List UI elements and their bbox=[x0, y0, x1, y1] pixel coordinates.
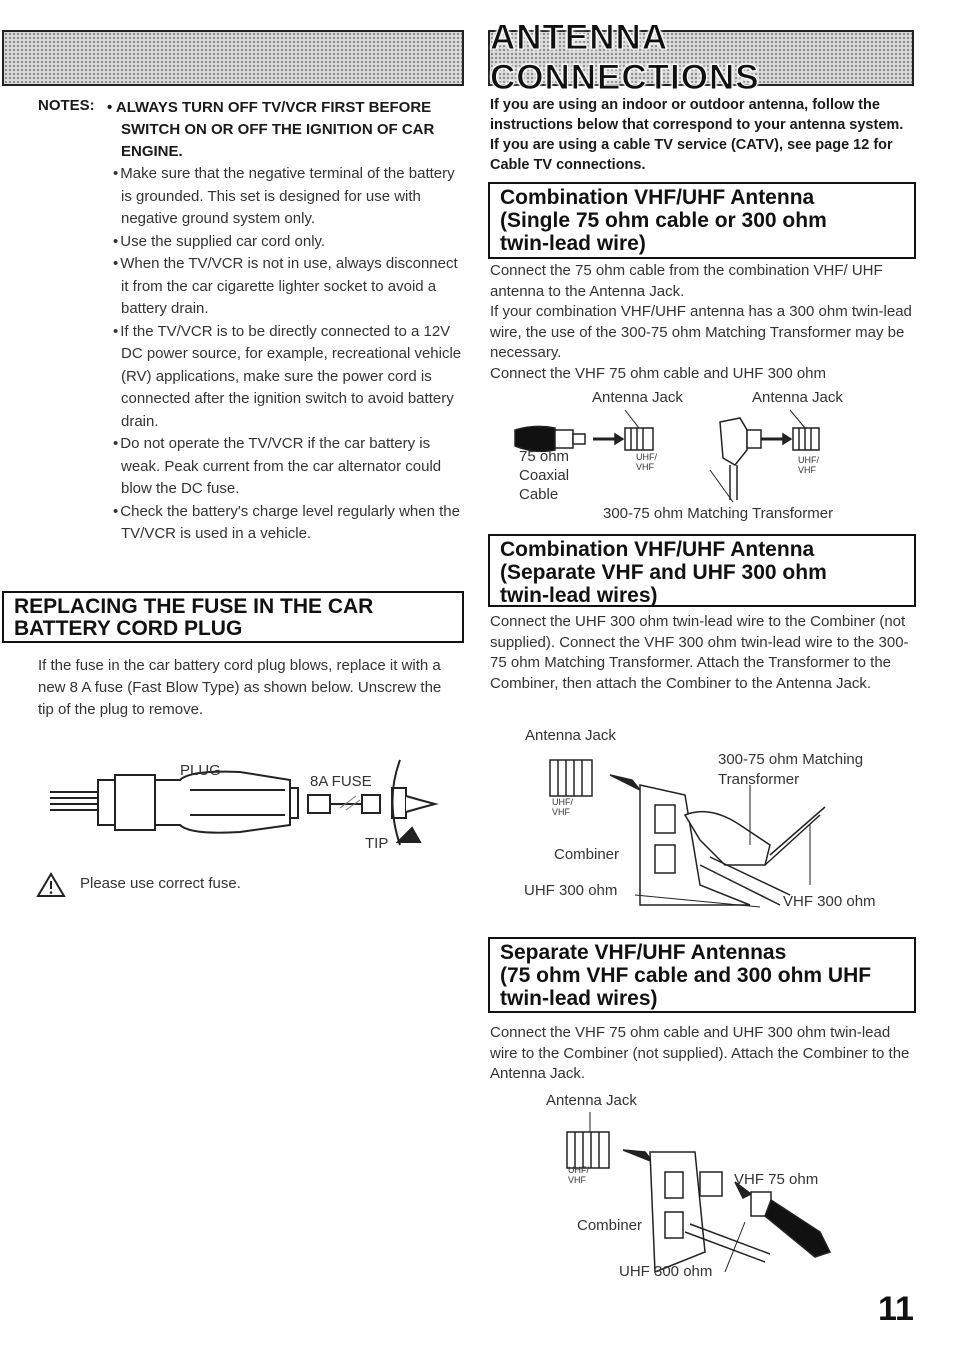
s1-jack-label-a: Antenna Jack bbox=[592, 389, 683, 406]
s2-jack-label: Antenna Jack bbox=[525, 727, 616, 744]
transformer-line-1: 300-75 ohm Matching bbox=[718, 751, 864, 768]
fuse-heading-line-2: BATTERY CORD PLUG bbox=[14, 617, 243, 640]
section1-heading-line-1: Combination VHF/UHF Antenna bbox=[500, 186, 815, 209]
tip-label: TIP bbox=[365, 835, 389, 852]
section1-heading bbox=[488, 182, 916, 259]
list-item: • Make sure that the negative terminal of the battery is grounded. This set is designed for use with negative ground system only. bbox=[107, 163, 469, 231]
fuse-label: 8A FUSE bbox=[310, 773, 372, 790]
notes-list bbox=[107, 163, 469, 546]
section2-heading-line-1: Combination VHF/UHF Antenna bbox=[500, 538, 815, 561]
fuse-instructions: If the fuse in the car battery cord plug blows, replace it with a new 8 A fuse (Fast Blow Type) as shown below. Unscrew the tip of the plug to remove. bbox=[38, 657, 442, 718]
notes-bold-line-3: ENGINE. bbox=[121, 143, 183, 160]
s3-combiner-label: Combiner bbox=[577, 1217, 643, 1234]
coax-line-1: 75 ohm bbox=[519, 448, 570, 465]
fuse-warning: Please use correct fuse. bbox=[80, 875, 241, 892]
section2-heading bbox=[488, 534, 916, 607]
notes-bold-warning bbox=[107, 97, 469, 163]
section1-text: Connect the 75 ohm cable from the combination VHF/ UHF antenna to the Antenna Jack. If your combination VHF/UHF antenna has a 300 ohm twin-lead wire, the use of the 300-75 ohm Matching Transformer may be necessary. Connect the VHF 75 ohm cable and UHF 300 ohm bbox=[490, 262, 912, 382]
coax-line-2: Coaxial bbox=[519, 467, 570, 484]
car-plug-diagram bbox=[40, 750, 460, 860]
section2-heading-line-2: (Separate VHF and UHF 300 ohm bbox=[500, 561, 827, 584]
decorative-banner bbox=[2, 30, 464, 86]
transformer-line-2: Transformer bbox=[718, 771, 800, 788]
notes-label: NOTES: bbox=[38, 97, 95, 114]
list-item: • Use the supplied car cord only. bbox=[107, 231, 469, 254]
list-item: • Do not operate the TV/VCR if the car battery is weak. Peak current from the car alternator could blow the DC fuse. bbox=[107, 433, 469, 501]
s3-uhf-label: UHF 300 ohm bbox=[619, 1263, 713, 1280]
section3-text: Connect the VHF 75 ohm cable and UHF 300 ohm twin-lead wire to the Combiner (not supplied). Attach the Combiner to the Antenna Jack. bbox=[490, 1024, 910, 1082]
page-title-banner bbox=[488, 18, 914, 97]
s3-uhf-vhf bbox=[568, 1165, 589, 1185]
s2-uhf-label: UHF 300 ohm bbox=[524, 882, 618, 899]
fuse-heading-line-1: REPLACING THE FUSE IN THE CAR bbox=[14, 595, 374, 618]
coax-cable-label bbox=[519, 447, 569, 504]
section1-heading-line-2: (Single 75 ohm cable or 300 ohm bbox=[500, 209, 827, 232]
section1-heading-line-3: twin-lead wire) bbox=[500, 232, 646, 255]
coax-line-3: Cable bbox=[519, 486, 559, 503]
s1-jack-label-b: Antenna Jack bbox=[752, 389, 843, 406]
notes-bold-line-1: • ALWAYS TURN OFF TV/VCR FIRST BEFORE bbox=[107, 99, 432, 116]
page-number: 11 bbox=[878, 1290, 914, 1328]
warning-icon bbox=[36, 872, 66, 898]
list-item: • When the TV/VCR is not in use, always disconnect it from the car cigarette lighter socket to avoid a battery drain. bbox=[107, 253, 469, 321]
s3-vhf-label: VHF 75 ohm bbox=[734, 1171, 819, 1188]
section3-heading-line-1: Separate VHF/UHF Antennas bbox=[500, 941, 787, 964]
notes-bold-line-2: SWITCH ON OR OFF THE IGNITION OF CAR bbox=[121, 121, 435, 138]
s1-uhf-vhf-b bbox=[798, 455, 819, 475]
section3-heading bbox=[488, 937, 916, 1013]
vhf-text: VHF bbox=[636, 462, 654, 472]
uhf-text: UHF/ bbox=[568, 1165, 589, 1175]
fuse-section-heading bbox=[2, 591, 464, 643]
s3-jack-label: Antenna Jack bbox=[546, 1092, 637, 1109]
s1-uhf-vhf-a bbox=[636, 452, 657, 472]
s2-vhf-label: VHF 300 ohm bbox=[783, 893, 876, 910]
list-item: • Check the battery's charge level regularly when the TV/VCR is used in a vehicle. bbox=[107, 501, 469, 546]
vhf-text: VHF bbox=[552, 807, 570, 817]
s1-transformer-label: 300-75 ohm Matching Transformer bbox=[603, 505, 834, 522]
intro-text: If you are using an indoor or outdoor antenna, follow the instructions below that correspond to your antenna system. If you are using a cable TV service (CATV), see page 12 for Cable TV connections. bbox=[490, 97, 904, 173]
plug-label: PLUG bbox=[180, 762, 221, 779]
s2-uhf-vhf bbox=[552, 797, 573, 817]
vhf-text: VHF bbox=[568, 1175, 586, 1185]
uhf-text: UHF/ bbox=[636, 452, 657, 462]
section3-heading-line-3: twin-lead wires) bbox=[500, 987, 658, 1010]
section2-text: Connect the UHF 300 ohm twin-lead wire to the Combiner (not supplied). Connect the VHF 300 ohm twin-lead wire to the 300-75 ohm Matching Transformer. Attach the Transformer to the Combiner, then attach the Combiner to the Antenna Jack. bbox=[490, 613, 909, 692]
s2-combiner-label: Combiner bbox=[554, 846, 620, 863]
list-item: • If the TV/VCR is to be directly connected to a 12V DC power source, for example, recreational vehicle (RV) applications, make sure the power cord is connected after the ignition switch to avoid battery drain. bbox=[107, 321, 469, 434]
section3-heading-line-2: (75 ohm VHF cable and 300 ohm UHF bbox=[500, 964, 872, 987]
section2-heading-line-3: twin-lead wires) bbox=[500, 584, 658, 607]
separate-antennas-diagram bbox=[555, 1112, 845, 1282]
vhf-text: VHF bbox=[798, 465, 816, 475]
uhf-text: UHF/ bbox=[798, 455, 819, 465]
uhf-text: UHF/ bbox=[552, 797, 573, 807]
page-title: ANTENNA CONNECTIONS bbox=[490, 18, 760, 97]
